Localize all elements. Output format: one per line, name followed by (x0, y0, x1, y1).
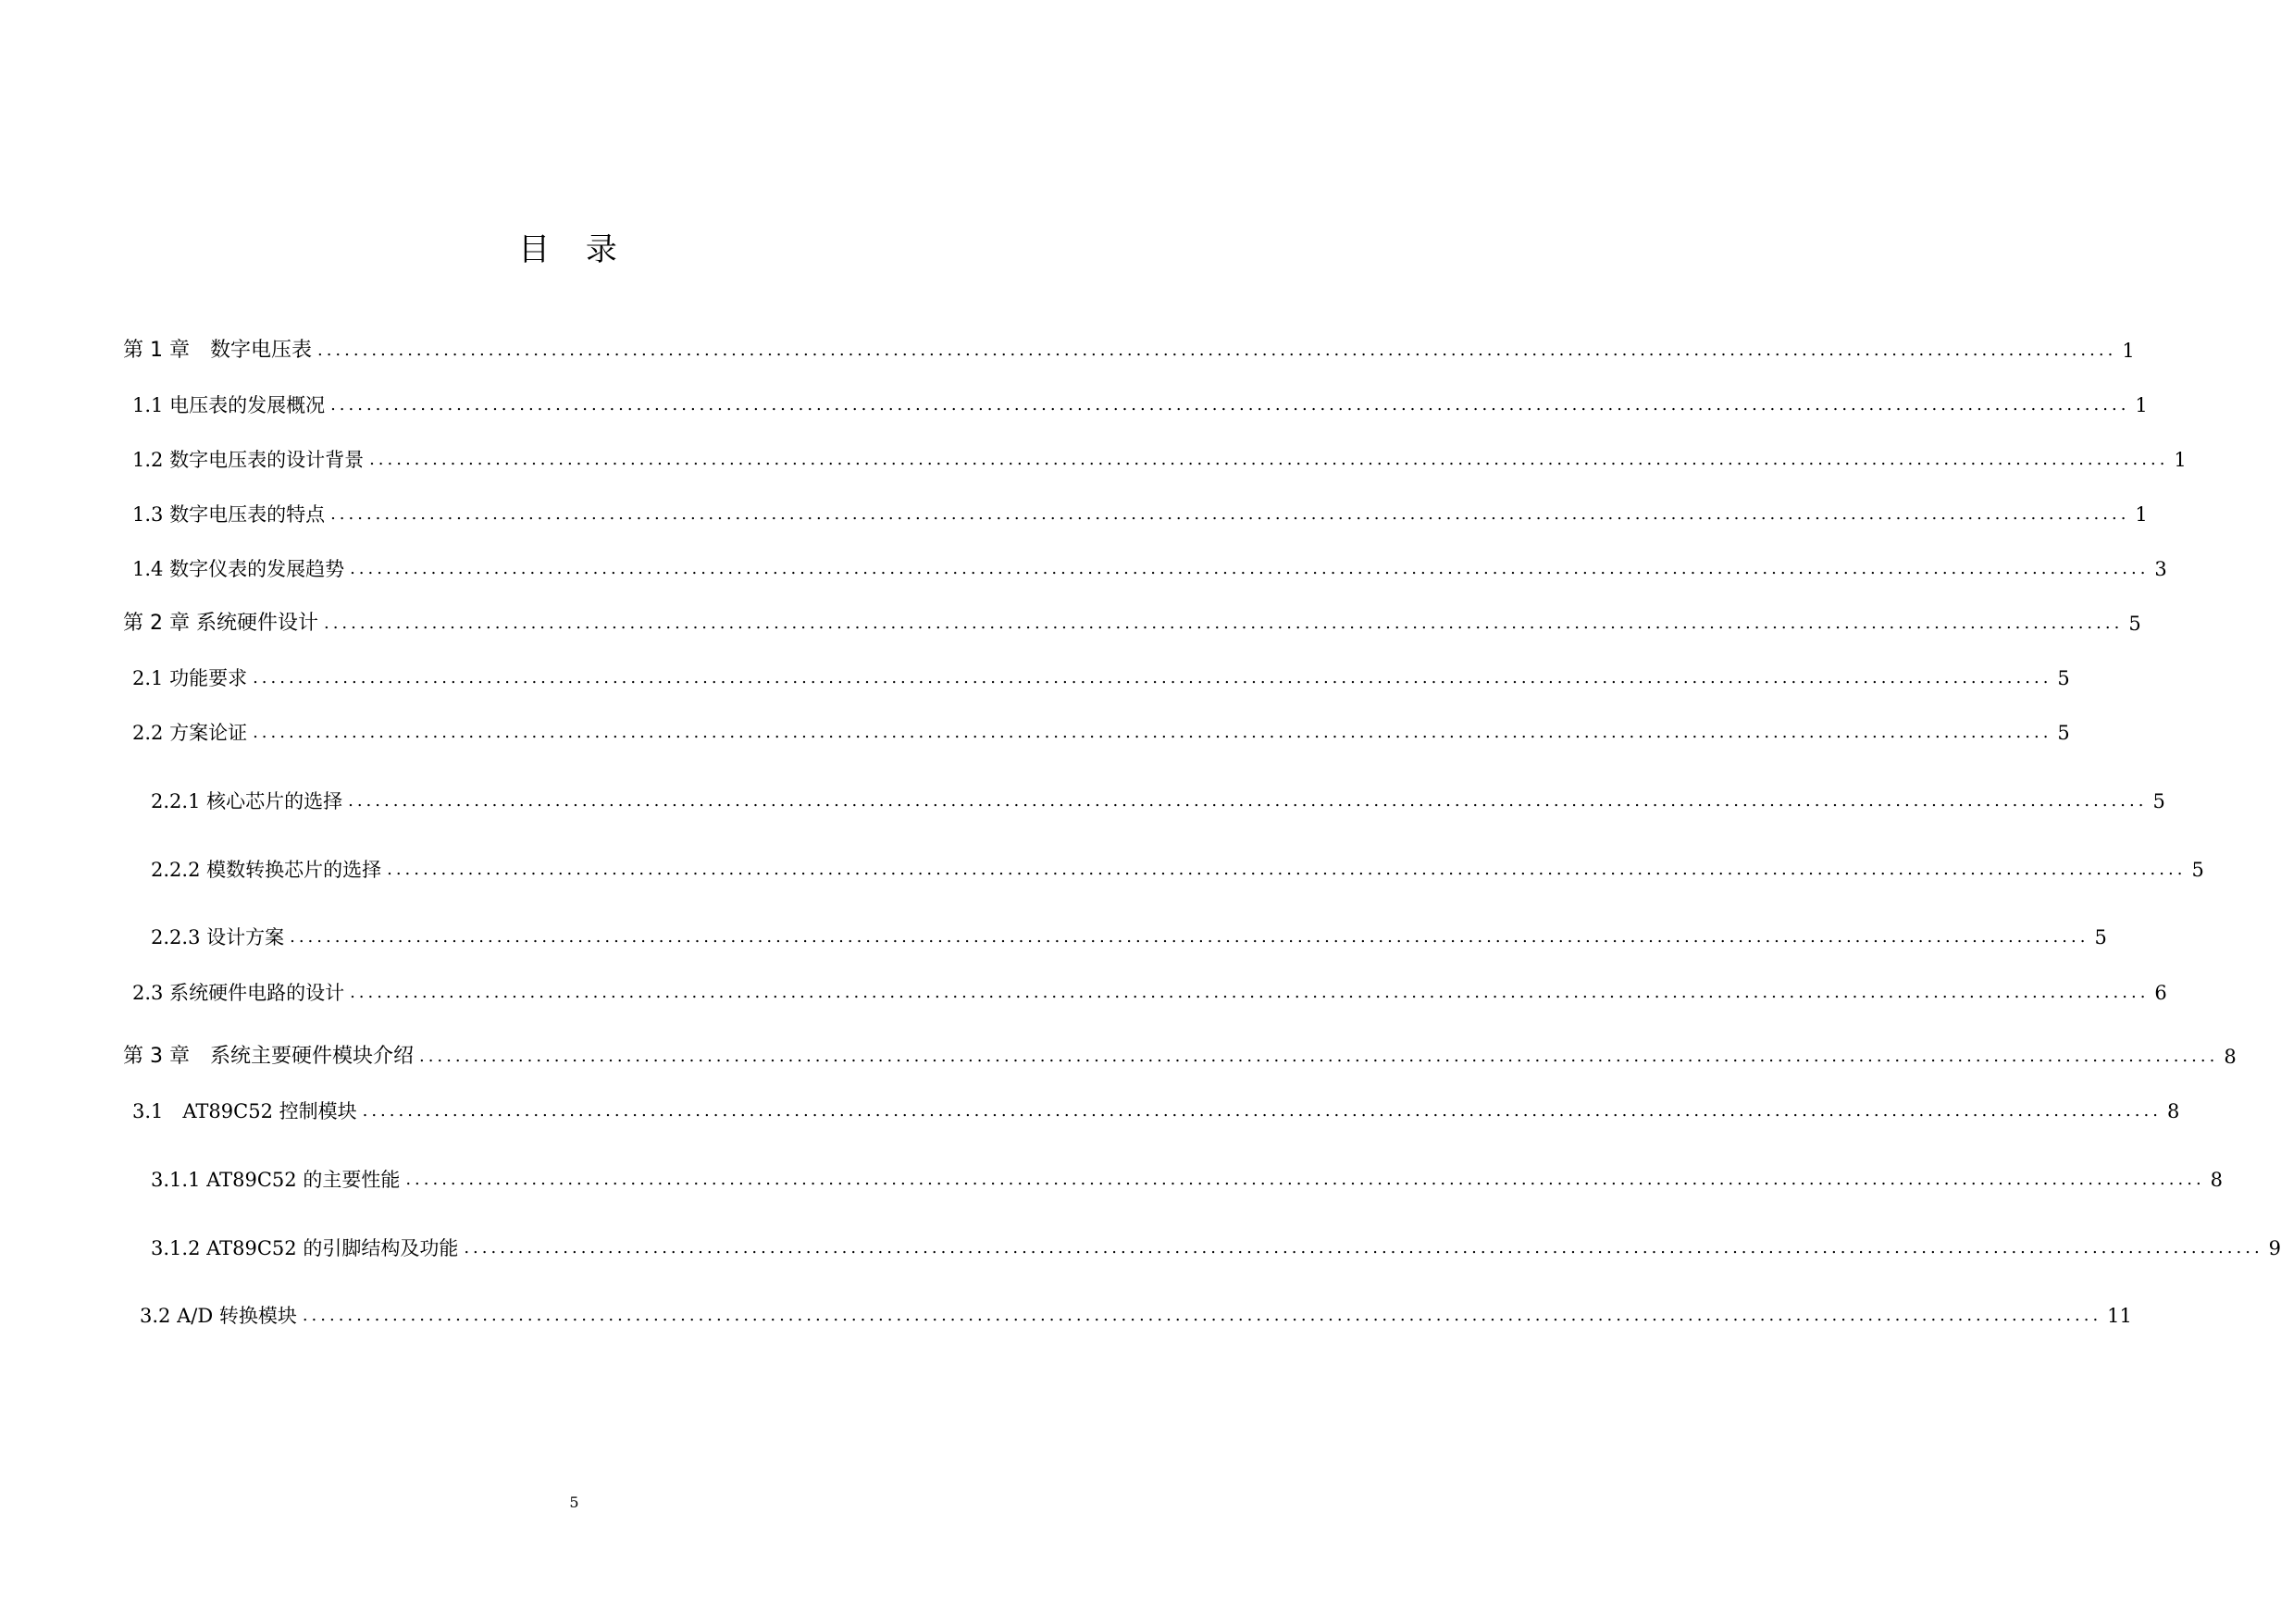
toc-dot-leader: ........................................................................................................................................................................................................ (316, 341, 2117, 360)
toc-dot-leader: ........................................................................................................................................................................................................ (253, 723, 2052, 742)
toc-entry-label: 2.2 方案论证 (132, 722, 248, 744)
toc-entry[interactable] (132, 501, 2148, 528)
toc-entry[interactable] (151, 1234, 2281, 1262)
toc-entry[interactable] (123, 610, 2141, 638)
toc-entry[interactable] (123, 337, 2135, 365)
toc-entry[interactable] (132, 719, 2070, 747)
toc-dot-leader: ........................................................................................................................................................................................................ (302, 1306, 2102, 1325)
toc-entry[interactable] (132, 446, 2187, 474)
toc-entry[interactable] (151, 1166, 2224, 1194)
toc-entry-label: 1.3 数字电压表的特点 (132, 503, 326, 526)
toc-dot-leader: ........................................................................................................................................................................................................ (387, 860, 2187, 879)
toc-entry-page: 3 (2154, 558, 2167, 580)
toc-dot-leader: ........................................................................................................................................................................................................ (350, 983, 2150, 1002)
toc-entry-page: 8 (2210, 1169, 2224, 1191)
toc-entry[interactable] (151, 787, 2165, 815)
toc-entry-label: 2.2.3 设计方案 (151, 926, 285, 948)
toc-entry-label: 第 1 章 数字电压表 (123, 339, 312, 362)
toc-entry-page: 5 (2191, 859, 2204, 881)
toc-dot-leader: ........................................................................................................................................................................................................ (418, 1047, 2219, 1066)
toc-entry-page: 11 (2107, 1305, 2132, 1327)
toc-entry-page: 6 (2154, 982, 2167, 1004)
toc-dot-leader: ........................................................................................................................................................................................................ (330, 395, 2130, 415)
toc-entry[interactable] (132, 664, 2070, 692)
toc-entry-page: 5 (2057, 722, 2070, 744)
toc-entry-page: 9 (2268, 1237, 2281, 1259)
toc-entry-label: 1.1 电压表的发展概况 (132, 394, 326, 416)
toc-entry-page: 1 (2135, 503, 2148, 526)
toc-entry-page: 1 (2135, 394, 2148, 416)
toc-entry-page: 1 (2122, 340, 2135, 362)
toc-entry-page: 5 (2152, 790, 2165, 812)
toc-entry-page: 5 (2094, 926, 2107, 948)
toc-entry-page: 8 (2224, 1046, 2237, 1068)
toc-title: 目 录 (518, 231, 630, 268)
toc-entry[interactable] (151, 924, 2107, 951)
toc-entry-label: 2.1 功能要求 (132, 667, 248, 689)
toc-dot-leader: ........................................................................................................................................................................................................ (464, 1238, 2263, 1258)
toc-entry-page: 1 (2174, 449, 2187, 471)
toc-entry-label: 3.1 AT89C52 控制模块 (132, 1100, 357, 1122)
toc-entry-label: 2.2.2 模数转换芯片的选择 (151, 859, 382, 881)
toc-entry-page: 5 (2057, 667, 2070, 689)
toc-dot-leader: ........................................................................................................................................................................................................ (348, 791, 2148, 811)
toc-entry[interactable] (132, 555, 2167, 583)
toc-entry-label: 第 2 章 系统硬件设计 (123, 612, 318, 635)
toc-entry-page: 8 (2166, 1100, 2180, 1122)
toc-entry-label: 3.1.1 AT89C52 的主要性能 (151, 1169, 401, 1191)
footer-page-number: 5 (569, 1494, 579, 1511)
toc-entry-label: 2.3 系统硬件电路的设计 (132, 982, 345, 1004)
toc-dot-leader: ........................................................................................................................................................................................................ (330, 504, 2130, 524)
toc-entry[interactable] (132, 979, 2167, 1007)
toc-entry[interactable] (151, 856, 2204, 884)
toc-entry-label: 第 3 章 系统主要硬件模块介绍 (123, 1045, 414, 1068)
toc-dot-leader: ........................................................................................................................................................................................................ (369, 450, 2169, 469)
toc-dot-leader: ........................................................................................................................................................................................................ (290, 927, 2089, 947)
toc-entry-page: 5 (2128, 613, 2141, 635)
toc-dot-leader: ........................................................................................................................................................................................................ (323, 614, 2124, 633)
toc-entry[interactable] (140, 1302, 2132, 1330)
toc-entry-label: 1.4 数字仪表的发展趋势 (132, 558, 345, 580)
toc-entry[interactable] (132, 391, 2148, 419)
toc-entry-label: 1.2 数字电压表的设计背景 (132, 449, 365, 471)
toc-entry-label: 3.2 A/D 转换模块 (140, 1305, 297, 1327)
toc-dot-leader: ........................................................................................................................................................................................................ (405, 1170, 2205, 1189)
toc-entry-label: 3.1.2 AT89C52 的引脚结构及功能 (151, 1237, 459, 1259)
toc-dot-leader: ........................................................................................................................................................................................................ (362, 1101, 2162, 1121)
toc-dot-leader: ........................................................................................................................................................................................................ (350, 559, 2150, 578)
toc-entry[interactable] (123, 1043, 2237, 1071)
toc-entry-label: 2.2.1 核心芯片的选择 (151, 790, 343, 812)
toc-entry[interactable] (132, 1097, 2180, 1125)
toc-dot-leader: ........................................................................................................................................................................................................ (253, 668, 2052, 688)
